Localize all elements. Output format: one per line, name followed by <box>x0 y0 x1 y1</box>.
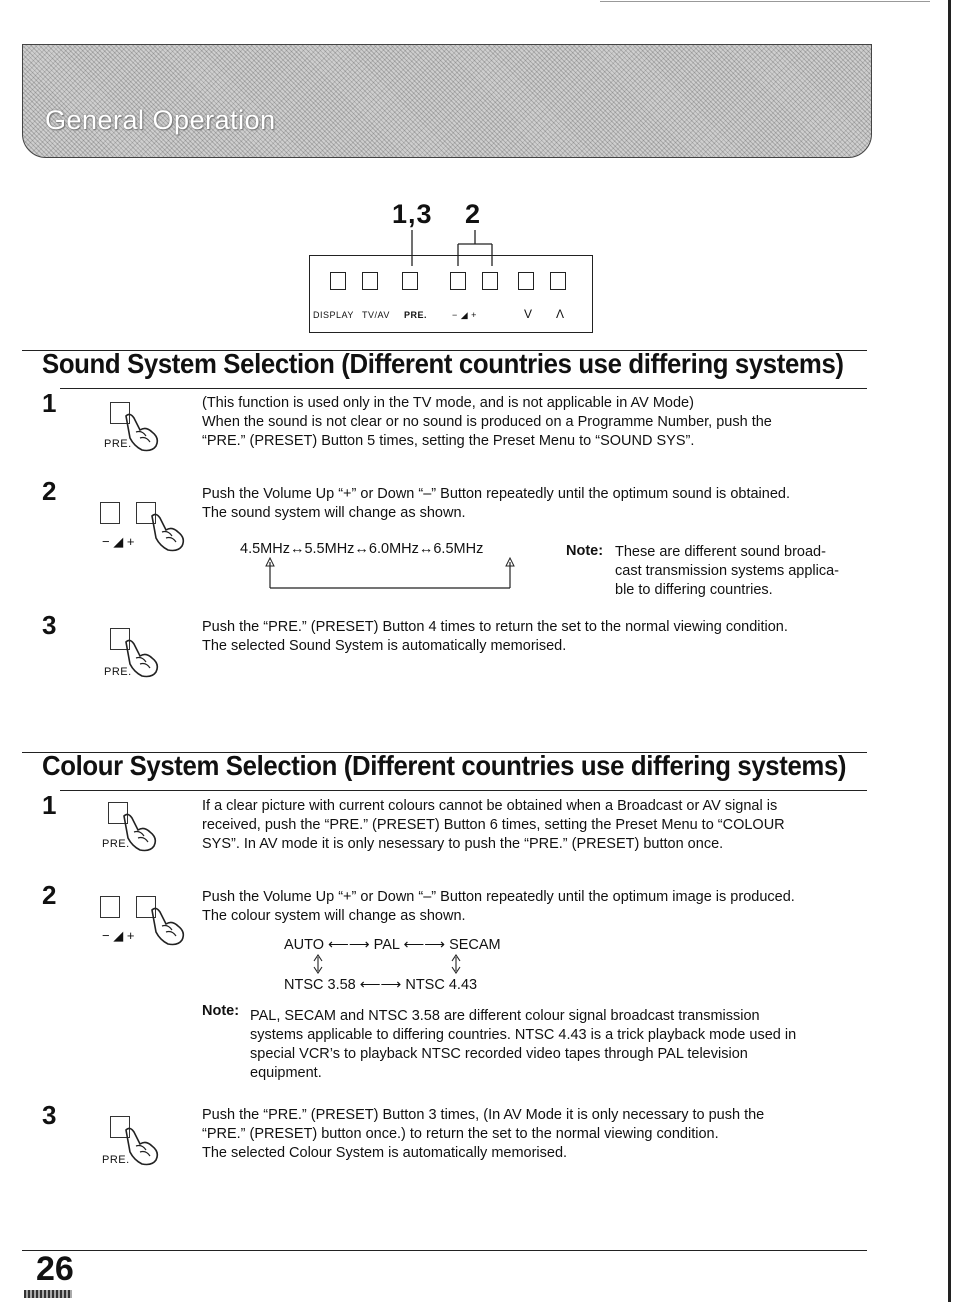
sound-step-1-number: 1 <box>42 388 57 418</box>
press-pre-icon <box>100 398 170 458</box>
section-banner <box>22 44 872 158</box>
label-channel-up: Λ <box>556 307 565 321</box>
colour-step-2-number: 2 <box>42 880 57 910</box>
pre-icon-label: PRE. <box>104 438 132 450</box>
callout-label-2: 2 <box>465 199 482 229</box>
text-line: When the sound is not clear or no sound is produced on a Programme Number, push the <box>202 414 772 430</box>
tv-av-button[interactable] <box>362 272 378 290</box>
text-line: Push the “PRE.” (PRESET) Button 4 times to return the set to the normal viewing condition. <box>202 619 788 635</box>
label-volume: − ◢ + <box>452 310 477 320</box>
footer-decoration <box>24 1290 72 1298</box>
pre-button[interactable] <box>402 272 418 290</box>
sound-step-3-number: 3 <box>42 610 57 640</box>
sound-bottom-rule <box>60 388 867 389</box>
text-line: cast transmission systems applica- <box>615 563 840 579</box>
sound-frequency-cycle: 4.5MHz↔5.5MHz↔6.0MHz↔6.5MHz <box>240 541 484 557</box>
text-line: equipment. <box>250 1065 322 1081</box>
text-line: Push the “PRE.” (PRESET) Button 3 times, (In AV Mode it is only necessary to push the <box>202 1107 765 1123</box>
hand-pointer-icon <box>148 510 188 554</box>
text-line: The selected Sound System is automatically memorised. <box>202 638 567 654</box>
label-channel-down: V <box>524 307 533 321</box>
text-line: (This function is used only in the TV mode, and is not applicable in AV Mode) <box>202 395 694 411</box>
sound-step-3-text <box>202 618 882 656</box>
sound-step-2-number: 2 <box>42 476 57 506</box>
colour-cycle-row-2: NTSC 3.58 ⟵⟶ NTSC 4.43 <box>284 977 478 993</box>
colour-section-title: Colour System Selection (Different countries use differing systems) <box>42 750 847 781</box>
text-line: These are different sound broad- <box>615 544 826 560</box>
volume-icon-label: − ◢ + <box>102 534 135 549</box>
colour-cycle-row-1: AUTO ⟵⟶ PAL ⟵⟶ SECAM <box>284 937 501 953</box>
footer-rule <box>22 1250 867 1251</box>
colour-step-1-number: 1 <box>42 790 57 820</box>
label-pre: PRE. <box>404 310 428 320</box>
display-button[interactable] <box>330 272 346 290</box>
colour-step-2-text <box>202 888 882 926</box>
banner-title: General Operation <box>45 105 276 135</box>
press-pre-icon <box>100 798 170 858</box>
pre-icon-label: PRE. <box>102 838 130 850</box>
colour-bottom-rule <box>60 790 867 791</box>
button-icon <box>100 896 120 918</box>
text-line: If a clear picture with current colours cannot be obtained when a Broadcast or AV signal is <box>202 798 778 814</box>
text-line: received, push the “PRE.” (PRESET) Button 6 times, setting the Preset Menu to “COLOUR <box>202 817 785 833</box>
press-volume-icon <box>96 890 196 950</box>
top-rule <box>600 1 930 2</box>
channel-up-button[interactable] <box>550 272 566 290</box>
text-line: PAL, SECAM and NTSC 3.58 are different colour signal broadcast transmission <box>250 1008 760 1024</box>
sound-note-label: Note: <box>566 543 604 559</box>
volume-down-button[interactable] <box>450 272 466 290</box>
sound-step-2-text <box>202 485 882 523</box>
page-number: 26 <box>36 1250 74 1288</box>
text-line: Push the Volume Up “+” or Down “–” Button repeatedly until the optimum sound is obtained. <box>202 486 790 502</box>
button-icon <box>100 502 120 524</box>
press-pre-icon <box>100 1110 170 1170</box>
text-line: systems applicable to differing countries. NTSC 4.43 is a trick playback mode used in <box>250 1027 797 1043</box>
colour-step-3-text <box>202 1106 882 1163</box>
text-line: SYS”. In AV mode it is only nesessary to push the “PRE.” (PRESET) button once. <box>202 836 724 852</box>
page-edge-bar <box>948 0 951 1302</box>
text-line: The colour system will change as shown. <box>202 908 466 924</box>
sound-note-text <box>615 543 875 600</box>
sound-step-1-text <box>202 394 882 451</box>
press-pre-icon <box>100 624 170 684</box>
label-display: DISPLAY <box>313 310 354 320</box>
hand-pointer-icon <box>148 904 188 948</box>
text-line: “PRE.” (PRESET) button once.) to return the set to the normal viewing condition. <box>202 1126 719 1142</box>
text-line: The sound system will change as shown. <box>202 505 466 521</box>
pre-icon-label: PRE. <box>104 666 132 678</box>
volume-icon-label: − ◢ + <box>102 928 135 943</box>
colour-note-text <box>250 1007 870 1083</box>
text-line: The selected Colour System is automatically memorised. <box>202 1145 568 1161</box>
text-line: ble to differing countries. <box>615 582 773 598</box>
press-volume-icon <box>96 496 196 556</box>
callout-label-1-3: 1,3 <box>392 199 433 229</box>
colour-step-3-number: 3 <box>42 1100 57 1130</box>
channel-down-button[interactable] <box>518 272 534 290</box>
volume-up-button[interactable] <box>482 272 498 290</box>
sound-section-title: Sound System Selection (Different countries use differing systems) <box>42 348 844 379</box>
text-line: Push the Volume Up “+” or Down “–” Button repeatedly until the optimum image is produced. <box>202 889 795 905</box>
text-line: “PRE.” (PRESET) Button 5 times, setting the Preset Menu to “SOUND SYS”. <box>202 433 695 449</box>
label-tv-av: TV/AV <box>362 310 390 320</box>
colour-cycle-vertical-arrows <box>310 953 470 975</box>
colour-step-1-text <box>202 797 882 854</box>
front-control-panel <box>309 255 593 333</box>
pre-icon-label: PRE. <box>102 1154 130 1166</box>
text-line: special VCR’s to playback NTSC recorded video tapes through PAL television <box>250 1046 748 1062</box>
cycle-return-arrow <box>262 556 522 590</box>
colour-note-label: Note: <box>202 1003 240 1019</box>
